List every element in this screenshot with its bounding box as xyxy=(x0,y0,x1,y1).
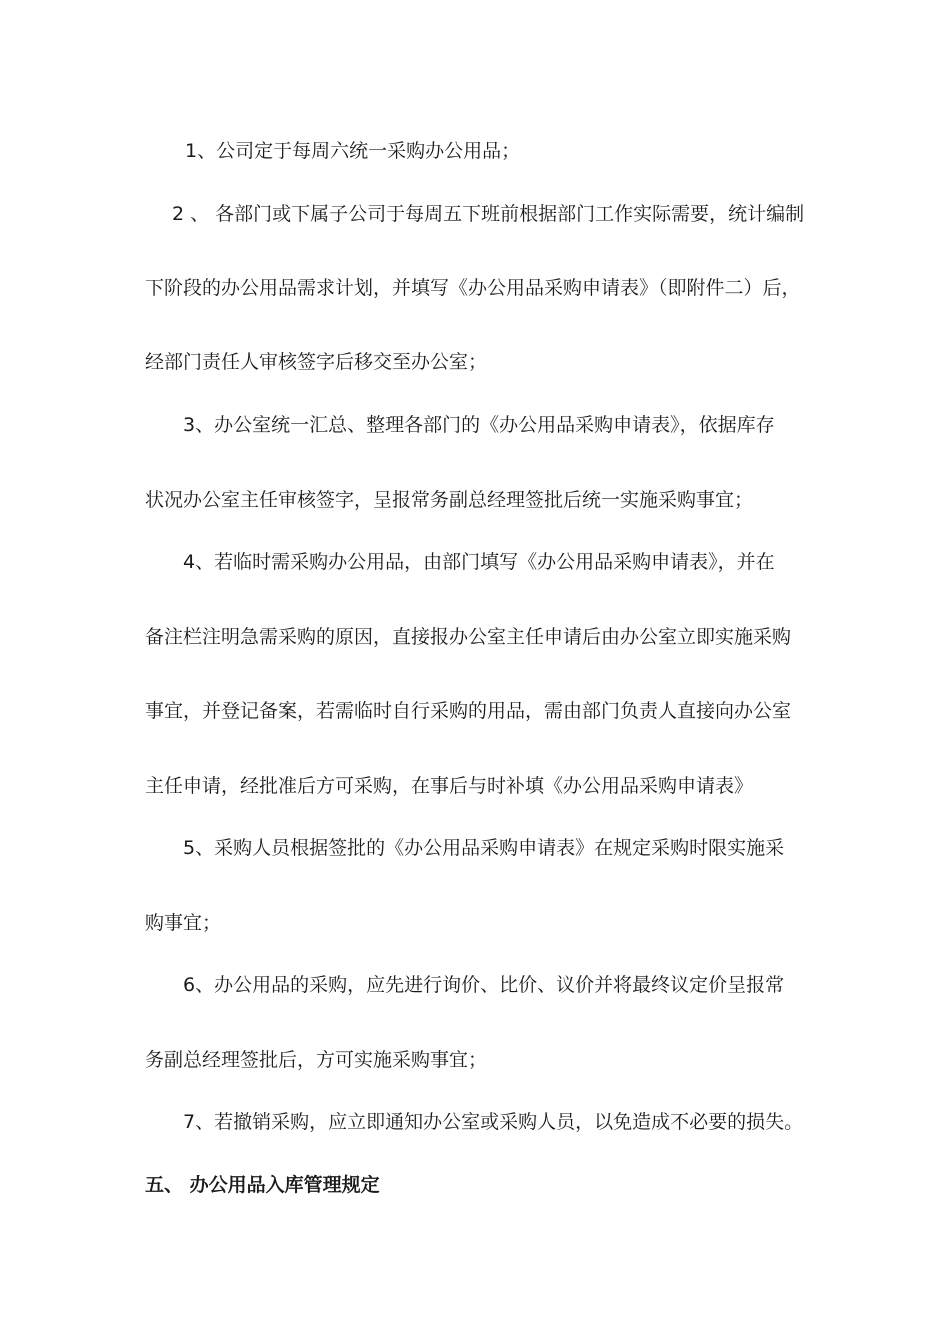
paragraph-line-9: 事宜，并登记备案，若需临时自行采购的用品，需由部门负责人直接向办公室 xyxy=(145,700,792,722)
paragraph-line-8: 备注栏注明急需采购的原因，直接报办公室主任申请后由办公室立即实施采购 xyxy=(145,626,792,648)
paragraph-line-2: 2 、 各部门或下属子公司于每周五下班前根据部门工作实际需要，统计编制 xyxy=(172,203,805,225)
paragraph-line-12: 购事宜； xyxy=(145,912,222,934)
paragraph-line-5: 3、办公室统一汇总、整理各部门的《办公用品采购申请表》，依据库存 xyxy=(183,414,775,436)
paragraph-line-6: 状况办公室主任审核签字，呈报常务副总经理签批后统一实施采购事宜； xyxy=(145,489,754,511)
paragraph-line-1: 1、公司定于每周六统一采购办公用品； xyxy=(185,140,521,162)
paragraph-line-11: 5、采购人员根据签批的《办公用品采购申请表》在规定采购时限实施采 xyxy=(183,837,785,859)
paragraph-line-10: 主任申请，经批准后方可采购，在事后与时补填《办公用品采购申请表》 xyxy=(145,775,754,797)
paragraph-line-15: 7、若撤销采购，应立即通知办公室或采购人员，以免造成不必要的损失。 xyxy=(183,1111,804,1133)
paragraph-line-14: 务副总经理签批后，方可实施采购事宜； xyxy=(145,1049,488,1071)
paragraph-line-7: 4、若临时需采购办公用品，由部门填写《办公用品采购申请表》，并在 xyxy=(183,551,775,573)
paragraph-line-13: 6、办公用品的采购，应先进行询价、比价、议价并将最终议定价呈报常 xyxy=(183,974,785,996)
paragraph-line-4: 经部门责任人审核签字后移交至办公室； xyxy=(145,351,488,373)
paragraph-line-3: 下阶段的办公用品需求计划，并填写《办公用品采购申请表》（即附件二）后， xyxy=(145,277,801,299)
section-heading: 五、 办公用品入库管理规定 xyxy=(145,1174,380,1196)
